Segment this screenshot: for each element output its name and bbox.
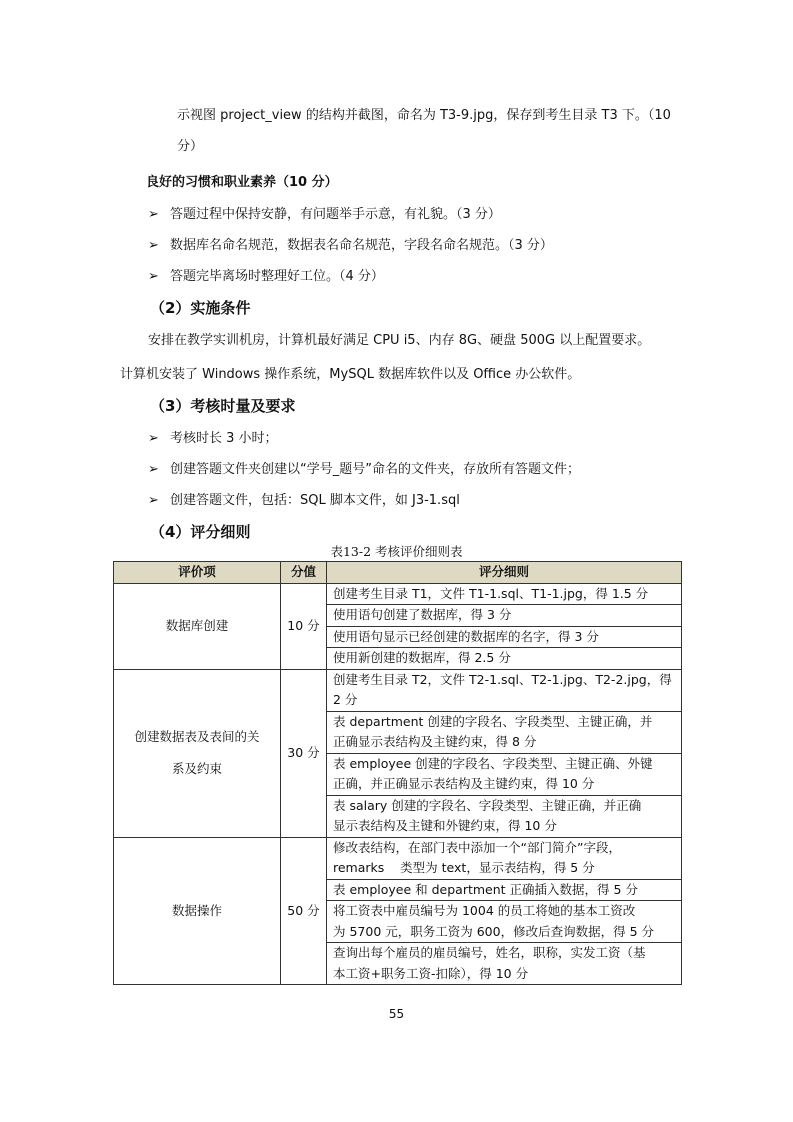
detail-cell bbox=[327, 879, 682, 901]
detail-cell bbox=[327, 669, 682, 711]
section-3-item-text: 创建答题文件，包括：SQL 脚本文件，如 J3-1.sql bbox=[170, 493, 460, 508]
item-cell bbox=[114, 669, 281, 837]
detail-cell: 创建考生目录 T1，文件 T1-1.sql、T1-1.jpg，得 1.5 分 bbox=[327, 583, 682, 605]
habits-item-text: 答题过程中保持安静，有问题举手示意，有礼貌。（3 分） bbox=[170, 207, 501, 222]
arrow-bullet-icon: ➢ bbox=[148, 462, 159, 477]
section-3-item-1 bbox=[148, 429, 278, 449]
section-3-item-2 bbox=[148, 460, 580, 480]
habits-item-3 bbox=[148, 267, 384, 287]
scoring-table bbox=[113, 561, 682, 985]
detail-cell bbox=[327, 943, 682, 985]
header-detail: 评分细则 bbox=[327, 562, 682, 584]
table-row bbox=[114, 583, 682, 605]
page-number: 55 bbox=[388, 1007, 405, 1021]
detail-cell bbox=[327, 837, 682, 879]
intro-line-2: 分） bbox=[177, 139, 204, 154]
detail-line: 查询出每个雇员的雇员编号，姓名，职称，实发工资（基 bbox=[333, 945, 646, 960]
score-cell: 50 分 bbox=[281, 837, 327, 985]
item-cell: 数据库创建 bbox=[114, 583, 281, 669]
habits-item-2 bbox=[148, 236, 553, 256]
detail-cell bbox=[327, 711, 682, 753]
detail-cell bbox=[327, 753, 682, 795]
section-3-heading: （3）考核时量及要求 bbox=[150, 397, 296, 415]
arrow-bullet-icon: ➢ bbox=[148, 493, 159, 508]
table-row bbox=[114, 837, 682, 879]
arrow-bullet-icon: ➢ bbox=[148, 269, 159, 284]
item-line: 系及约束 bbox=[171, 761, 222, 776]
detail-line: 创建考生目录 T2，文件 T2-1.sql、T2-1.jpg、T2-2.jpg，得 bbox=[333, 671, 672, 687]
section-3-item-text: 创建答题文件夹创建以“学号_题号”命名的文件夹，存放所有答题文件； bbox=[170, 462, 580, 477]
detail-line: 表 employee 创建的字段名、字段类型、主键正确、外键 bbox=[333, 755, 653, 771]
section-4-heading: （4）评分细则 bbox=[150, 523, 251, 541]
detail-line: 修改表结构，在部门表中添加一个“部门简介”字段， bbox=[333, 839, 621, 855]
arrow-bullet-icon: ➢ bbox=[148, 238, 159, 253]
section-2-line-1: 安排在教学实训机房，计算机最好满足 CPU i5、内存 8G、硬盘 500G 以上配置要求。 bbox=[148, 333, 651, 348]
detail-cell bbox=[327, 795, 682, 837]
habits-heading: 良好的习惯和职业素养（10 分） bbox=[146, 175, 338, 190]
table-row bbox=[114, 669, 682, 711]
item-line: 创建数据表及表间的关 bbox=[134, 729, 260, 744]
detail-line: 为 5700 元，职务工资为 600，修改后查询数据，得 5 分 bbox=[333, 923, 654, 939]
detail-line: 本工资+职务工资-扣除），得 10 分 bbox=[333, 965, 529, 981]
detail-cell: 使用新创建的数据库，得 2.5 分 bbox=[327, 648, 682, 670]
score-cell: 10 分 bbox=[281, 583, 327, 669]
item-cell: 数据操作 bbox=[114, 837, 281, 985]
header-score: 分值 bbox=[281, 562, 327, 584]
habits-item-text: 答题完毕离场时整理好工位。（4 分） bbox=[170, 269, 384, 284]
intro-line-1: 示视图 project_view 的结构并截图，命名为 T3-9.jpg，保存到考生目录 T3 下。（10 bbox=[177, 108, 671, 123]
detail-line: 表 employee 和 department 正确插入数据，得 5 分 bbox=[333, 881, 638, 897]
detail-line: 显示表结构及主键和外键约束，得 10 分 bbox=[333, 818, 557, 833]
detail-line: 正确，并正确显示表结构及主键约束，得 10 分 bbox=[333, 776, 595, 791]
table-caption: 表13-2 考核评价细则表 bbox=[330, 544, 463, 559]
detail-line: 表 department 创建的字段名、字段类型、主键正确，并 bbox=[333, 713, 653, 729]
detail-cell bbox=[327, 901, 682, 943]
score-cell: 30 分 bbox=[281, 669, 327, 837]
detail-cell: 使用语句创建了数据库，得 3 分 bbox=[327, 605, 682, 627]
section-3-item-3 bbox=[148, 491, 460, 511]
arrow-bullet-icon: ➢ bbox=[148, 431, 159, 446]
habits-item-1 bbox=[148, 205, 501, 225]
section-3-item-text: 考核时长 3 小时； bbox=[170, 431, 278, 446]
detail-line: 将工资表中雇员编号为 1004 的员工将她的基本工资改 bbox=[333, 903, 636, 918]
detail-line: 正确显示表结构及主键约束，得 8 分 bbox=[333, 734, 537, 749]
section-2-line-2: 计算机安装了 Windows 操作系统，MySQL 数据库软件以及 Office 办公软件。 bbox=[120, 367, 581, 382]
detail-line: remarks 类型为 text，显示表结构，得 5 分 bbox=[333, 860, 595, 875]
arrow-bullet-icon: ➢ bbox=[148, 207, 159, 222]
header-item: 评价项 bbox=[114, 562, 281, 584]
detail-line: 2 分 bbox=[333, 692, 358, 707]
habits-item-text: 数据库名命名规范，数据表名命名规范，字段名命名规范。（3 分） bbox=[170, 238, 553, 253]
detail-cell: 使用语句显示已经创建的数据库的名字，得 3 分 bbox=[327, 626, 682, 648]
detail-line: 表 salary 创建的字段名、字段类型、主键正确，并正确 bbox=[333, 797, 642, 813]
table-header-row bbox=[114, 562, 682, 584]
section-2-heading: （2）实施条件 bbox=[150, 299, 251, 317]
